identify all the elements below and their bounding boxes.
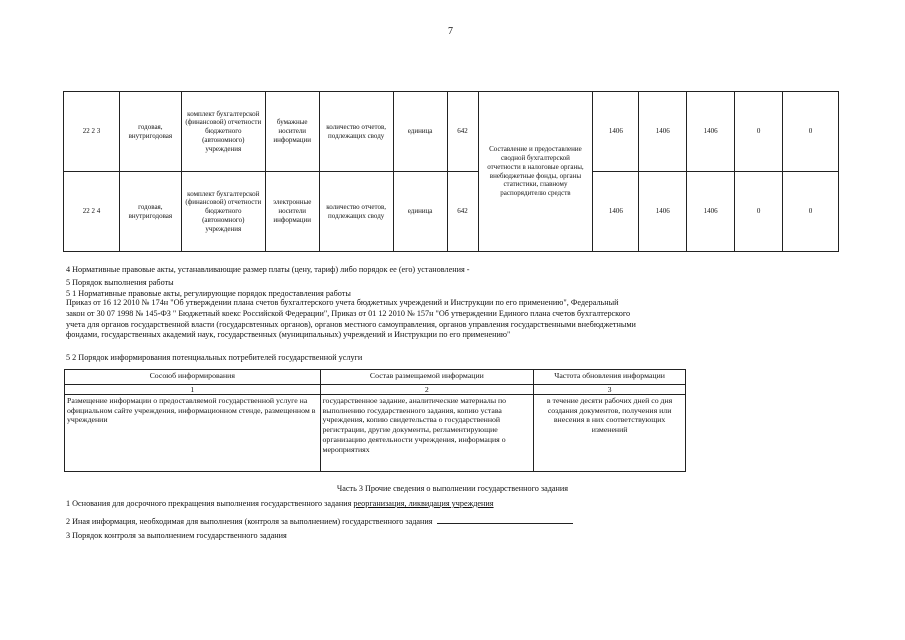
row-code: 22 2 3 [64,92,120,172]
page-number: 7 [448,26,453,37]
section-4 [66,265,470,276]
item-2-label: 2 Иная информация, необходимая для выполнения (контроля за выполнением) государственного задания [66,517,433,526]
acts-line-3: учета для органов государственной власти (государсвтенных органов), органов местного самоуправления, органов управления государственными внебюджетными [66,319,636,329]
row-media: бумажные носители информации [265,92,319,172]
merged-description: Составление и предоставление сводной бухгалтерской отчетности в налоговые органы, внебюджетные фонды, органы статистики, главному распорядителю средств [478,92,593,252]
section-52-text: 5 2 Порядок информирования потенциальных потребителей государственной услуги [66,353,363,362]
row-period: годовая, внутригодовая [119,92,181,172]
blank-fill-line [437,515,573,524]
section-5 [66,278,351,300]
normative-acts [66,298,841,341]
header-content: Состав размещаемой информации [320,370,534,385]
row-unit: единица [393,172,447,252]
part-3-item-3 [66,531,287,542]
row-value-3: 1406 [687,92,735,172]
table-row [65,395,686,472]
row-period: годовая, внутригодовая [119,172,181,252]
item-3-label: 3 Порядок контроля за выполнением государственного задания [66,531,287,540]
info-content: государственное задание, аналитические материалы по выполнению государственного задания, копию устава учреждения, копию свидетельства о государственной регистрации, другие документы, регламентирующие организацию деятельности учреждения, информация о мероприятиях [320,395,534,472]
main-table [63,91,839,252]
info-table [64,369,686,472]
header-frequency: Частота обновления информации [534,370,686,385]
row-indicator: количество отчетов, подлежащих своду [319,172,393,252]
row-value-5: 0 [783,92,839,172]
row-value-2: 1406 [639,172,687,252]
info-method: Размещение информации о предоставляемой государственной услуге на официальном сайте учреждения, информационном стенде, размещенном в учреждении [65,395,321,472]
row-value-2: 1406 [639,92,687,172]
info-table-header [65,370,686,385]
row-indicator: количество отчетов, подлежащих своду [319,92,393,172]
row-document: комплект бухгалтерской (финансовой) отчетности бюджетного (автономного) учреждения [181,172,265,252]
col-number-3: 3 [534,385,686,395]
acts-line-2: закон от 30 07 1998 № 145-ФЗ " Бюджетный коекс Российской Федерации", Приказ от 01 12 2010 № 157н "Об утверждении Единого плана счетов бухгалтерского [66,308,631,318]
info-frequency: в течение десяти рабочих дней со дня создания документов, получения или внесения в них соответствующих изменений [534,395,686,472]
row-value-3: 1406 [687,172,735,252]
row-okei: 642 [447,172,478,252]
col-number-2: 2 [320,385,534,395]
row-value-5: 0 [783,172,839,252]
part-3-item-1 [66,499,494,510]
section-52 [66,353,362,364]
section-5-text: 5 Порядок выполнения работы [66,278,174,287]
table-row [64,92,839,172]
row-value-4: 0 [735,92,783,172]
acts-line-4: фондами, государственных академий наук, государственных (муниципальных) учреждений и Инструкции по его применению" [66,330,511,340]
section-51-text: 5 1 Нормативные правовые акты, регулирующие порядок предоставления работы [66,288,351,298]
table-row [64,172,839,252]
section-4-text: 4 Нормативные правовые акты, устанавливающие размер платы (цену, тариф) либо порядок ее (его) установления - [66,265,470,274]
item-1-label: 1 Основания для досрочного прекращения выполнения государственного задания [66,499,354,508]
info-table-numbers [65,385,686,395]
row-media: электронные носители информации [265,172,319,252]
row-document: комплект бухгалтерской (финансовой) отчетности бюджетного (автономного) учреждения [181,92,265,172]
row-code: 22 2 4 [64,172,120,252]
row-value-1: 1406 [593,92,639,172]
row-value-4: 0 [735,172,783,252]
item-1-value: реорганизация, ликвидация учреждения [353,499,494,508]
col-number-1: 1 [65,385,321,395]
part-3-item-2 [66,515,573,528]
row-unit: единица [393,92,447,172]
acts-line-1: Приказ от 16 12 2010 № 174н "Об утверждении плана счетов бухгалтерского учета бюджетных учреждений и Инструкции по его применению", Федеральный [66,298,619,307]
row-value-1: 1406 [593,172,639,252]
row-okei: 642 [447,92,478,172]
part-3-title: Часть 3 Прочие сведения о выполнении государственного задания [336,484,569,493]
header-method: Сосоюб информирования [65,370,321,385]
